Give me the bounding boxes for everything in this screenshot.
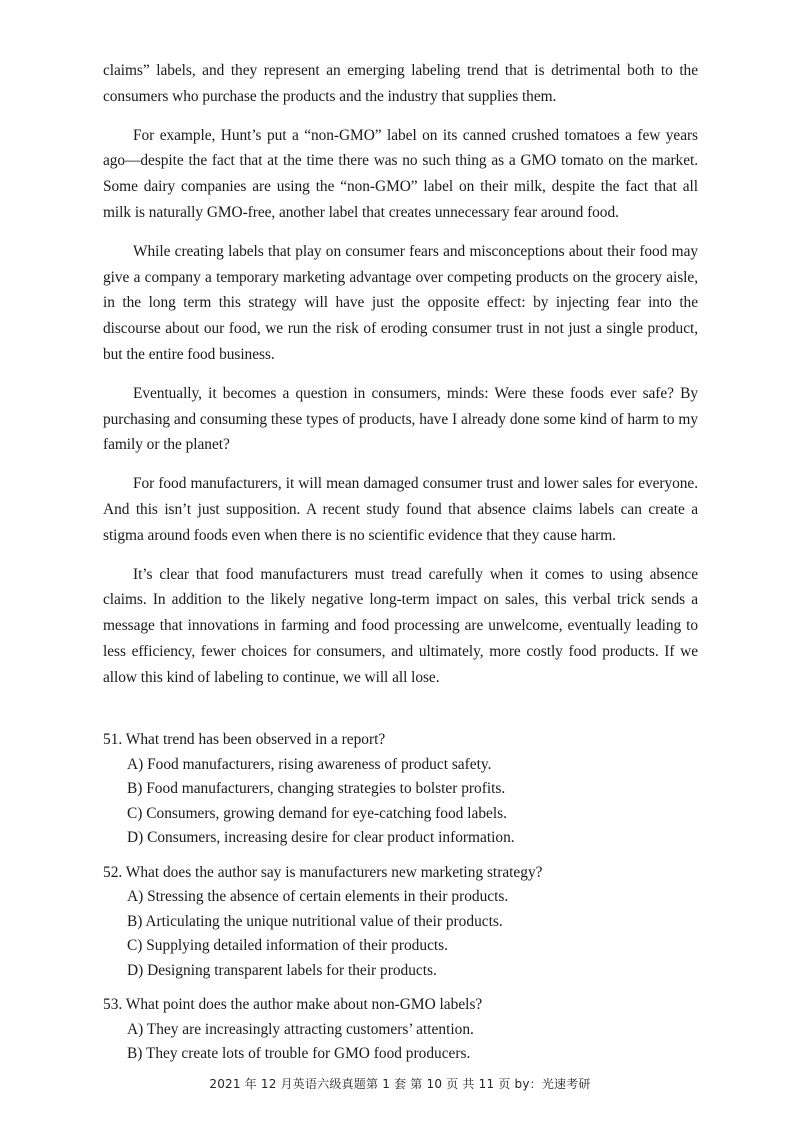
answer-option: A) They are increasingly attracting customers’ attention. — [127, 1020, 474, 1038]
question-stem: 51. What trend has been observed in a report? — [103, 731, 386, 748]
question-stem: 52. What does the author say is manufacturers new marketing strategy? — [103, 863, 543, 881]
answer-option: A) Stressing the absence of certain elements in their products. — [127, 888, 509, 905]
passage-paragraph: claims” labels, and they represent an emerging labeling trend that is detrimental both to the consumers who purchase the products and the industry that supplies them. — [103, 62, 698, 105]
answer-option: B) They create lots of trouble for GMO food producers. — [127, 1045, 471, 1062]
passage-paragraph: It’s clear that food manufacturers must tread carefully when it comes to using absence claims. In addition to the likely negative long-term impact on sales, this verbal trick sends a message that innovations in farming and food processing are unwelcome, eventually leading to less efficiency, fewer choices for consumers, and ultimately, more costly food products. If we allow this kind of labeling to continue, we will all lose. — [103, 565, 698, 686]
question-list — [103, 728, 703, 1077]
page-footer: 2021 年 12 月英语六级真题第 1 套 第 10 页 共 11 页 by：光速考研 — [209, 1077, 591, 1091]
passage-paragraph: Eventually, it becomes a question in consumers, minds: Were these foods ever safe? By purchasing and consuming these types of products, have I already done some kind of harm to my family or the planet? — [103, 384, 698, 454]
question-51 — [103, 728, 703, 851]
answer-option: D) Consumers, increasing desire for clear product information. — [127, 829, 515, 846]
question-stem: 53. What point does the author make about non-GMO labels? — [103, 996, 483, 1013]
answer-option: C) Supplying detailed information of their products. — [127, 937, 449, 954]
answer-option: B) Food manufacturers, changing strategies to bolster profits. — [127, 780, 506, 797]
answer-option: C) Consumers, growing demand for eye-catching food labels. — [127, 804, 507, 822]
answer-option: D) Designing transparent labels for their products. — [127, 961, 437, 979]
question-53 — [103, 993, 703, 1067]
passage-paragraph: For example, Hunt’s put a “non-GMO” label on its canned crushed tomatoes a few years ago—despite the fact that at the time there was no such thing as a GMO tomato on the market. Some dairy companies are using the “non-GMO” label on their milk, despite the fact that all milk is naturally GMO-free, another label that creates unnecessary fear around food. — [103, 126, 698, 221]
passage-paragraph: For food manufacturers, it will mean damaged consumer trust and lower sales for everyone. And this isn’t just supposition. A recent study found that absence claims labels can create a stigma around foods even when there is no scientific evidence that they cause harm. — [103, 475, 698, 544]
passage-paragraph: While creating labels that play on consumer fears and misconceptions about their food may give a company a temporary marketing advantage over competing products on the grocery aisle, in the long term this strategy will have just the opposite effect: by injecting fear into the discourse about our food, we run the risk of eroding consumer trust in not just a single product, but the entire food business. — [103, 242, 698, 363]
question-52 — [103, 861, 703, 984]
answer-option: B) Articulating the unique nutritional value of their products. — [127, 912, 503, 930]
answer-option: A) Food manufacturers, rising awareness of product safety. — [127, 755, 492, 773]
passage — [103, 58, 698, 704]
